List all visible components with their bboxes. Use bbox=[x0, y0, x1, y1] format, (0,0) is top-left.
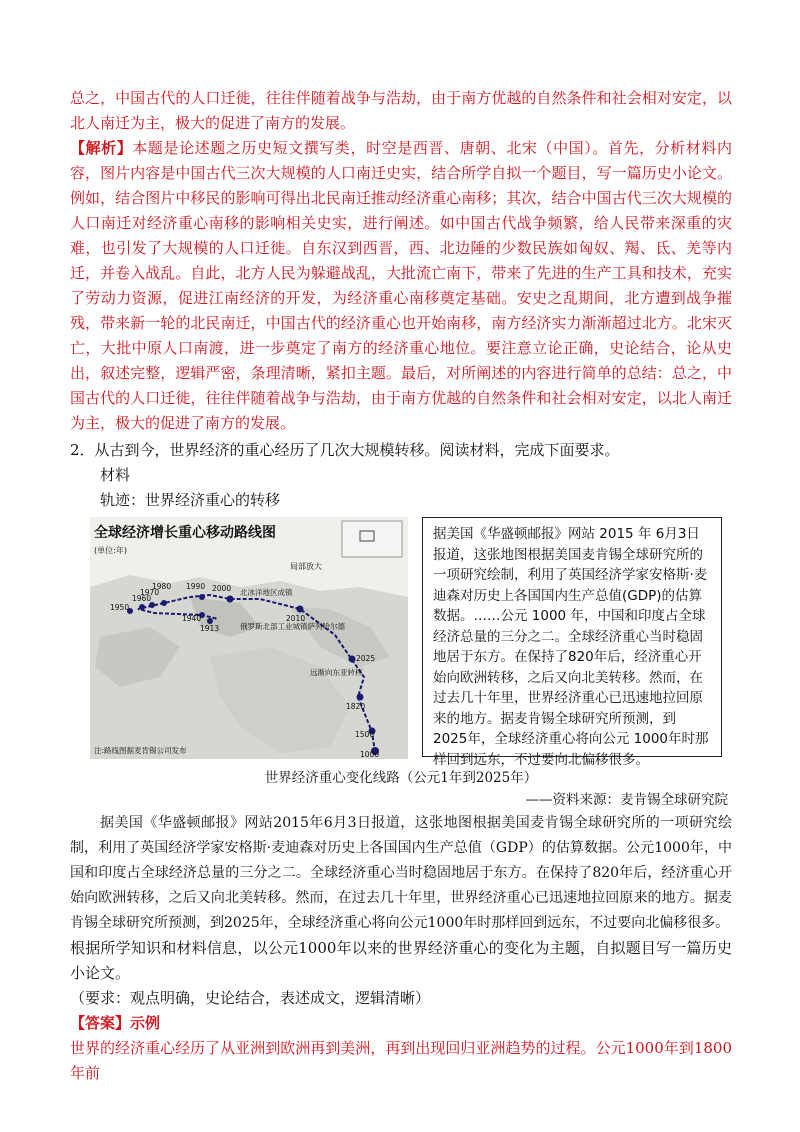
year-label: 1970 bbox=[140, 588, 160, 597]
point-1980 bbox=[161, 600, 167, 606]
material-body: 据美国《华盛顿邮报》网站2015年6月3日报道，这张地图根据美国麦肯锡全球研究所的一项研究绘制，利用了英国经济学家安格斯·麦迪森对历史上各国国内生产总值（GDP）的估算数据。公元1000年，中国和印度占全球经济总量的三分之二。全球经济重心当时稳固地居于东方。在保持了820年后，经济重心开始向欧洲转移，之后又向北美转移。然而，在过去几十年里，世界经济重心已迅速地拉回原来的地方。据麦肯锡全球研究所预测，到2025年，全球经济重心将向公元1000年时那样回到远东，不过要向北偏移很多。 bbox=[70, 815, 732, 931]
year-label: 1820 bbox=[346, 702, 366, 711]
track-label: 轨迹：世界经济重心的转移 bbox=[100, 491, 281, 509]
figure-area bbox=[90, 517, 741, 768]
route-map-svg bbox=[90, 517, 408, 759]
map-inset-label: 局部放大 bbox=[290, 562, 322, 571]
year-label: 1990 bbox=[186, 582, 206, 591]
point-2010 bbox=[297, 606, 304, 613]
conclusion-paragraph: 总之，中国古代的人口迁徙，往往伴随着战争与浩劫，由于南方优越的自然条件和社会相对安定，以北人南迁为主，极大的促进了南方的发展。 bbox=[70, 89, 732, 132]
analysis-text: 本题是论述题之历史短文撰写类，时空是西晋、唐朝、北宋（中国）。首先，分析材料内容，图片内容是中国古代三次大规模的人口南迁史实，结合所学自拟一个题目，写一篇历史小论文。例如，结合图片中移民的影响可得出北民南迁推动经济重心南移；其次，结合中国古代三次大规模的人口南迁对经济重心南移的影响相关史实，进行阐述。如中国古代战争频繁，给人民带来深重的灾难，也引发了大规模的人口迁徙。自东汉到西晋，西、北边陲的少数民族如匈奴、羯、氐、羌等内迁，并卷入战乱。自此，北方人民为躲避战乱，大批流亡南下，带来了先进的生产工具和技术，充实了劳动力资源，促进江南经济的开发，为经济重心南移奠定基础。安史之乱期间，北方遭到战争摧残，带来新一轮的北民南迁，中国古代的经济重心也开始南移，南方经济实力渐渐超过北方。北宋灭亡，大批中原人口南渡，进一步奠定了南方的经济重心地位。要注意立论正确，史论结合，论从史出，叙述完整，逻辑严密，条理清晰，紧扣主题。最后，对所阐述的内容进行简单的总结：总之，中国古代的人口迁徙，往往伴随着战争与浩劫，由于南方优越的自然条件和社会相对安定，以北人南迁为主，极大的促进了南方的发展。 bbox=[70, 139, 732, 432]
map-title: 全球经济增长重心移动路线图 bbox=[94, 525, 276, 541]
quote-textbox: 据美国《华盛顿邮报》网站 2015 年 6月3日报道，这张地图根据美国麦肯锡全球研究所的一项研究绘制，利用了英国经济学家安格斯·麦迪森对历史上各国国内生产总值(GDP)的估算数据。……公元 1000 年，中国和印度占全球经济总量的三分之二。全球经济重心当时稳固地居于东方。在保持了820年后，经济重心开始向欧洲转移，之后又向北美转移。然而，在过去几十年里，世界经济重心已迅速地拉回原来的地方。据麦肯锡全球研究所预测，到 2025年，全球经济重心将向公元 1000年时那样回到远东，不过要向北偏移很多。 bbox=[422, 517, 722, 757]
year-label: 1980 bbox=[152, 582, 172, 591]
requirement-text: （要求：观点明确，史论结合，表述成文，逻辑清晰） bbox=[70, 989, 431, 1007]
year-label: 1940 bbox=[182, 614, 202, 623]
year-label: 1950 bbox=[110, 603, 130, 612]
point-1990 bbox=[199, 594, 205, 600]
year-label: 2010 bbox=[286, 614, 306, 623]
figure-caption: 世界经济重心变化线路（公元1年到2025年） bbox=[264, 770, 538, 786]
material-label: 材料 bbox=[100, 466, 131, 484]
year-label: 1960 bbox=[132, 594, 152, 603]
year-label: 1000 bbox=[360, 750, 380, 759]
map-label-arctic: 北冰洋地区成镇 bbox=[240, 588, 293, 597]
map-label-russia: 俄罗斯北部工业城镇萨列哈尔德 bbox=[240, 622, 345, 631]
inset-map bbox=[342, 521, 402, 557]
point-1820 bbox=[357, 694, 364, 701]
answer-text: 世界的经济重心经历了从亚洲到欧洲再到美洲，再到出现回归亚洲趋势的过程。公元1000年到1800年前 bbox=[70, 1039, 732, 1082]
document-page bbox=[70, 86, 732, 1086]
map-note: 注:路线图据麦肯锡公司发布 bbox=[94, 746, 187, 755]
figure-source: ——资料来源：麦肯锡全球研究院 bbox=[525, 792, 728, 808]
map-unit: (单位:年) bbox=[94, 546, 127, 555]
analysis-paragraph bbox=[70, 136, 732, 436]
year-label: 1500 bbox=[355, 730, 375, 739]
map-label-east: 远渐向东亚转移 bbox=[310, 668, 363, 677]
year-label: 1913 bbox=[200, 624, 220, 633]
question-2-stem: 2．从古到今，世界经济的重心经历了几次大规模转移。阅读材料，完成下面要求。 bbox=[70, 441, 620, 459]
year-label: 2025 bbox=[356, 654, 376, 663]
analysis-label: 【解析】 bbox=[70, 139, 133, 157]
year-label: 2000 bbox=[212, 584, 232, 593]
point-1960 bbox=[139, 604, 145, 610]
point-2000 bbox=[227, 596, 234, 603]
point-2025 bbox=[349, 656, 356, 663]
task-text: 根据所学知识和材料信息，以公元1000年以来的世界经济重心的变化为主题，自拟题目写一篇历史小论文。 bbox=[70, 939, 732, 982]
route-map bbox=[90, 517, 408, 759]
answer-label: 【答案】示例 bbox=[70, 1014, 161, 1032]
